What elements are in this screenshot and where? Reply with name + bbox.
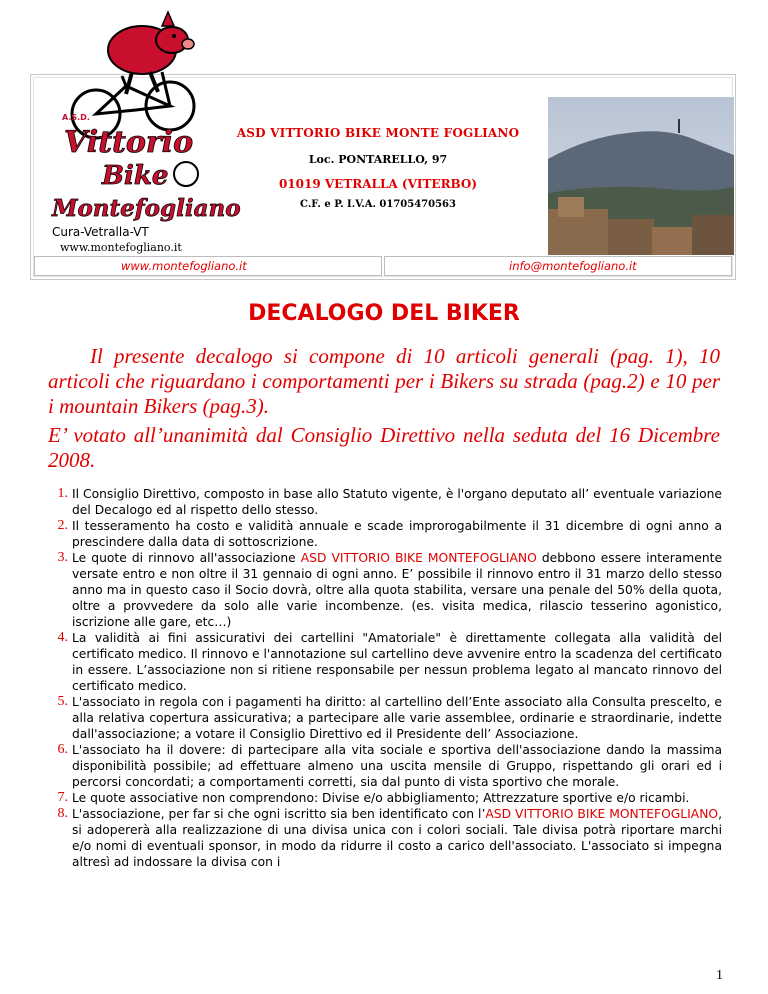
article-text: Le quote associative non comprendono: Divise e/o abbigliamento; Attrezzature sportive e/o ricambi. [72,791,690,805]
contact-row [34,256,732,276]
article-1 [56,486,722,518]
document-title: DECALOGO DEL BIKER [248,301,520,326]
article-number: 1. [57,486,68,501]
wheel-icon [174,162,198,186]
article-8 [56,806,722,870]
org-address: Loc. PONTARELLO, 97 [308,153,448,166]
boar-icon [108,12,194,94]
article-text: L'associazione, per far si che ogni iscritto sia ben identificato con l’ [72,807,486,821]
logo-line-location: Cura-Vetralla-VT [52,225,149,239]
article-number: 6. [57,742,68,757]
article-2 [56,518,722,550]
landscape-photo [548,97,734,255]
logo-line-bike: Bike [102,161,169,191]
article-number: 2. [57,518,68,533]
article-number: 4. [57,630,68,645]
org-name: ASD VITTORIO BIKE MONTE FOGLIANO [236,126,520,140]
org-city: 01019 VETRALLA (VITERBO) [278,177,478,191]
logo-badge: A.S.D. [62,113,90,122]
approval-paragraph: E’ votato all’unanimità dal Consiglio Direttivo nella seduta del 16 Dicembre 2008. [48,423,720,472]
article-4 [56,630,722,694]
association-name-highlight: ASD VITTORIO BIKE MONTEFOGLIANO [300,551,537,565]
article-text: Le quote di rinnovo all'associazione [72,551,301,565]
article-text: Il tesseramento ha costo e validità annuale e scade improrogabilmente il 31 dicembre di ogni anno a prescindere dalla data di sottoscrizione. [72,519,722,549]
association-name-highlight: ASD VITTORIO BIKE MONTEFOGLIANO [485,807,719,821]
club-logo [22,2,241,254]
article-6 [56,742,722,790]
logo-line-vittorio: Vittorio [64,125,194,160]
article-number: 8. [57,806,68,821]
article-text: La validità ai fini assicurativi dei cartellini "Amatoriale" è direttamente collegata alla validità del certificato medico. Il rinnovo e l'annotazione sul cartellino deve avvenire entro la scadenza del certificato in essere. L’associazione non si ritiene responsabile per nessun problema legato al mancato rinnovo del certificato medico. [72,631,722,693]
article-number: 5. [57,694,68,709]
email-link[interactable]: info@montefogliano.it [384,256,732,276]
article-text: Il Consiglio Direttivo, composto in base allo Statuto vigente, è l'organo deputato all’ eventuale variazione del Decalogo ed al rispetto dello stesso. [72,487,722,517]
website-link[interactable]: www.montefogliano.it [34,256,382,276]
article-3 [56,550,722,630]
article-text: , si adopererà alla realizzazione di una divisa unica con i colori sociali. Tale divisa potrà riportare marchi e/o nomi di eventuali sponsor, in modo da ridurre il costo a carico dell'associato. L'associato si impegna altresì ad indossare la divisa con i [72,807,722,869]
page-number: 1 [716,968,723,983]
article-text: L'associato ha il dovere: di partecipare alla vita sociale e sportiva dell'associazione dando la massima disponibilità possibile; ad effettuare almeno una uscita mensile di Gruppo, rispettando gli orari ed i percorsi concordati; a comportamenti corretti, sia dal punto di vista sportivo che morale. [72,743,722,789]
article-text: L'associato in regola con i pagamenti ha diritto: al cartellino dell’Ente associato alla Consulta prescelto, e alla relativa copertura assicurativa; a partecipare alle varie assemblee, ordinarie e straordinarie, indette dall'associazione; a votare il Consiglio Direttivo ed il Presidente dell’ Associazione. [72,695,722,741]
article-number: 3. [57,550,68,565]
article-text: debbono essere interamente versate entro e non oltre il 31 gennaio di ogni anno. E’ possibile il rinnovo entro il 31 marzo dello stesso anno ma in questo caso il Socio dovrà, oltre alla quota stabilita, versare una penale del 50% della quota, oltre a provvedere da solo alle varie incombenze. (es. visita medica, rilascio tesserino agonistico, iscrizione alle gare, etc…) [72,551,723,629]
logo-line-montefogliano: Montefogliano [52,195,241,222]
article-5 [56,694,722,742]
article-7 [56,790,722,806]
logo-line-site: www.montefogliano.it [60,241,182,254]
article-number: 7. [57,790,68,805]
articles-list [56,486,722,870]
org-tax-id: C.F. e P. I.V.A. 01705470563 [300,199,456,210]
intro-paragraph: Il presente decalogo si compone di 10 articoli generali (pag. 1), 10 articoli che riguardano i comportamenti per i Bikers su strada (pag.2) e 10 per i mountain Bikers (pag.3). [48,344,720,418]
